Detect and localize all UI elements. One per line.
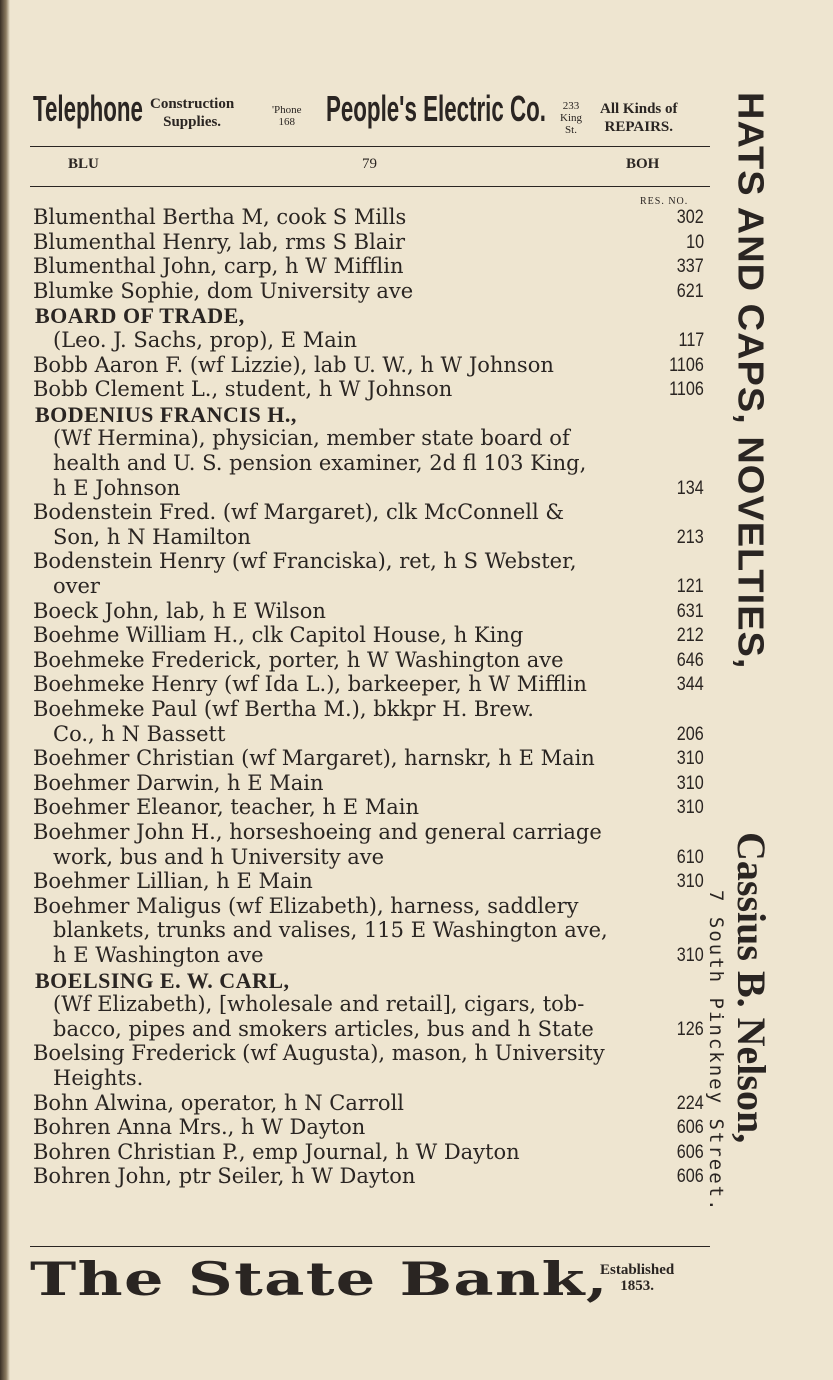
running-head-right: BOH: [626, 156, 660, 172]
entry-text: Boeck John, lab, h E Wilson: [33, 598, 326, 623]
entry-text: Boehmeke Paul (wf Bertha M.), bkkpr H. Brew.: [33, 697, 534, 721]
entry-text: Boehmeke Henry (wf Ida L.), barkeeper, h W Mifflin: [33, 672, 587, 697]
residence-number: 610: [677, 846, 704, 868]
res-no-label: RES. NO.: [640, 196, 689, 207]
directory-entry: [0, 992, 720, 1017]
residence-number: 213: [677, 526, 704, 548]
directory-entry: [0, 426, 720, 451]
residence-number: 606: [677, 1117, 704, 1139]
entry-text: (Leo. J. Sachs, prop), E Main: [53, 328, 358, 352]
construction-supplies: [150, 95, 234, 147]
directory-entry: [0, 451, 720, 476]
established-year: 1853.: [620, 1278, 654, 1294]
directory-entry: [0, 328, 720, 353]
entry-text: Bohren Anna Mrs., h W Dayton: [33, 1115, 366, 1140]
directory-entry: [0, 1115, 720, 1140]
directory-entry: [0, 623, 720, 648]
construction-line: Construction: [150, 96, 235, 112]
residence-number: 1106: [669, 379, 704, 401]
entry-text: bacco, pipes and smokers articles, bus and h State: [53, 1016, 594, 1041]
entry-text: Boehmer Maligus (wf Elizabeth), harness, saddlery: [33, 893, 579, 918]
directory-entry: [0, 549, 720, 574]
residence-number: 1106: [669, 354, 704, 376]
entry-text: over: [53, 574, 100, 598]
entry-text: Blumenthal Bertha M, cook S Mills: [33, 205, 407, 229]
address-number: 233: [562, 100, 580, 112]
entry-text: Bodenstein Henry (wf Franciska), ret, h S Webster,: [33, 549, 577, 574]
residence-number: 117: [678, 330, 704, 351]
directory-entry: [0, 377, 720, 402]
entry-heading: [0, 303, 720, 328]
directory-entry: [0, 795, 720, 820]
entry-text: Boehmer Eleanor, teacher, h E Main: [33, 795, 419, 820]
running-head-rule: [30, 186, 710, 187]
bank-name: The State Bank,: [30, 1252, 609, 1306]
directory-entry: [0, 722, 720, 747]
entry-text: Boehmer Darwin, h E Main: [33, 770, 324, 795]
residence-number: 310: [677, 748, 704, 770]
residence-number: 134: [677, 477, 704, 499]
directory-entry: [0, 230, 720, 255]
residence-number: 224: [677, 1092, 704, 1114]
residence-number: 344: [677, 674, 704, 696]
entry-text: Boehmer Christian (wf Margaret), harnskr, h E Main: [33, 746, 595, 771]
entry-text: Blumke Sophie, dom University ave: [33, 278, 414, 303]
entry-text: Boehmeke Frederick, porter, h W Washington ave: [33, 647, 564, 672]
address-street-line2: St.: [565, 124, 577, 136]
entry-text: Blumenthal Henry, lab, rms S Blair: [33, 229, 406, 254]
directory-entry: [0, 672, 720, 697]
residence-number: 606: [677, 1141, 704, 1163]
supplies-line: Supplies.: [163, 114, 222, 130]
entry-text: h E Washington ave: [53, 943, 264, 967]
residence-number: 310: [677, 797, 704, 819]
entry-text: Co., h N Bassett: [53, 721, 226, 746]
entry-text: (Wf Elizabeth), [wholesale and retail], cigars, tob-: [53, 992, 585, 1017]
residence-number: 621: [677, 280, 704, 302]
entry-text: Bobb Aaron F. (wf Lizzie), lab U. W., h W Johnson: [33, 352, 554, 377]
residence-number: 10: [686, 231, 704, 253]
entry-text: BOELSING E. W. CARL,: [35, 967, 290, 993]
directory-entry: [0, 525, 720, 550]
residence-number: 206: [677, 723, 704, 745]
directory-entry: [0, 574, 720, 599]
directory-entry: [0, 599, 720, 624]
entry-text: BOARD OF TRADE,: [35, 303, 245, 329]
residence-number: 337: [677, 256, 704, 278]
running-head-left: BLU: [68, 156, 99, 172]
entry-text: work, bus and h University ave: [53, 844, 385, 869]
established-label: Established: [600, 1262, 675, 1278]
entry-text: Bohn Alwina, operator, h N Carroll: [33, 1090, 404, 1115]
residence-number: 606: [677, 1166, 704, 1188]
entry-text: Boehmer Lillian, h E Main: [33, 869, 313, 894]
established-block: [600, 1262, 674, 1294]
entry-text: BODENIUS FRANCIS H.,: [35, 401, 297, 427]
entry-text: Bodenstein Fred. (wf Margaret), clk McConnell &: [33, 500, 565, 525]
residence-number: 310: [677, 772, 704, 794]
entry-text: h E Johnson: [53, 475, 181, 500]
header-rule: [30, 146, 710, 147]
entry-text: health and U. S. pension examiner, 2d fl 103 King,: [53, 451, 587, 475]
directory-entry: [0, 771, 720, 796]
directory-entry: [0, 697, 720, 722]
repairs-line1: All Kinds of: [600, 101, 678, 117]
entry-heading: [0, 968, 720, 993]
directory-entry: [0, 205, 720, 230]
address-street-line1: King: [560, 112, 582, 124]
sidebar-name-text: Cassius B. Nelson,: [729, 832, 774, 1144]
residence-number: 631: [677, 600, 704, 622]
directory-entry: [0, 918, 720, 943]
company-text: People's Electric Co.: [326, 88, 546, 129]
phone-label: 'Phone: [272, 104, 302, 116]
directory-entry: [0, 279, 720, 304]
entry-text: Bobb Clement L., student, h W Johnson: [33, 377, 453, 402]
directory-entry: [0, 746, 720, 771]
page-number: 79: [362, 156, 377, 172]
entry-text: Boehmer John H., horseshoeing and general carriage: [33, 820, 602, 844]
directory-entry: [0, 353, 720, 378]
directory-entry: [0, 476, 720, 501]
footer-rule: [30, 1246, 710, 1247]
entry-text: Son, h N Hamilton: [53, 524, 251, 549]
directory-entry: [0, 1140, 720, 1165]
residence-number: 126: [677, 1018, 704, 1040]
entry-text: Boelsing Frederick (wf Augusta), mason, h University: [33, 1041, 605, 1066]
directory-entry: [0, 1041, 720, 1066]
directory-entry: [0, 1164, 720, 1189]
directory-entry: [0, 254, 720, 279]
entry-text: Boehme William H., clk Capitol House, h King: [33, 623, 524, 648]
directory-entry: [0, 1017, 720, 1042]
entry-heading: [0, 402, 720, 427]
phone-number-block: [272, 104, 301, 156]
directory-entry: [0, 648, 720, 673]
directory-entry: [0, 820, 720, 845]
entry-text: (Wf Hermina), physician, member state board of: [53, 426, 570, 451]
directory-entry: [0, 869, 720, 894]
residence-number: 302: [677, 207, 704, 228]
entry-text: Heights.: [53, 1066, 144, 1090]
company-address: [560, 100, 582, 152]
residence-number: 310: [677, 945, 704, 966]
telephone-text: Telephone: [33, 88, 143, 129]
residence-number: 212: [677, 625, 704, 647]
directory-entry: [0, 500, 720, 525]
residence-number: 646: [677, 649, 704, 671]
residence-number: 121: [677, 576, 704, 597]
entry-text: Bohren John, ptr Seiler, h W Dayton: [33, 1164, 416, 1189]
sidebar-street-text: 7 South Pinckney Street.: [705, 890, 727, 1213]
repairs-block: [600, 100, 678, 152]
entry-text: blankets, trunks and valises, 115 E Washington ave,: [53, 918, 608, 943]
directory-entry: [0, 943, 720, 968]
residence-number: 310: [677, 871, 704, 893]
directory-entry: [0, 1066, 720, 1091]
directory-entry: [0, 845, 720, 870]
phone-number: 168: [278, 116, 295, 128]
repairs-line2: REPAIRS.: [604, 119, 673, 135]
sidebar-main-text: HATS AND CAPS, NOVELTIES,: [730, 92, 770, 670]
entry-text: Bohren Christian P., emp Journal, h W Dayton: [33, 1139, 520, 1164]
directory-entry: [0, 1091, 720, 1116]
entry-text: Blumenthal John, carp, h W Mifflin: [33, 254, 404, 279]
directory-entry: [0, 894, 720, 919]
